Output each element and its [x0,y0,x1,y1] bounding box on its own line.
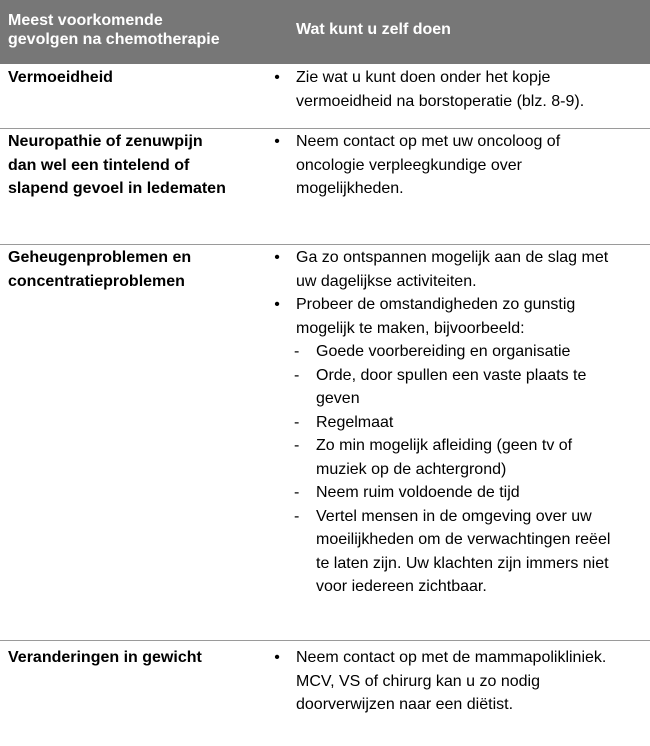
sub-item-line: Goede voorbereiding en organisatie [316,343,571,360]
row-label [8,130,258,201]
row-divider [0,640,650,641]
header-col1-line: Meest voorkomende [8,12,163,29]
row-label [8,66,258,90]
row-label-line: concentratieproblemen [8,272,185,290]
bullet-icon: • [274,649,280,666]
sub-item-line: Neem ruim voldoende de tijd [316,484,520,501]
dash-icon: - [294,366,300,384]
sub-item-line: muziek op de achtergrond) [316,460,507,478]
row-label [8,646,258,670]
bullet-line: oncologie verpleegkundige over [296,156,522,174]
row-label-line: Veranderingen in gewicht [8,649,202,666]
row-label-line: Vermoeidheid [8,69,113,86]
sub-item [270,505,645,599]
row-content [270,646,645,717]
row-label-line: Neuropathie of zenuwpijn [8,133,203,150]
sub-item-line: moeilijkheden om de verwachtingen reëel [316,531,611,548]
bullet-line: vermoeidheid na borstoperatie (blz. 8-9). [296,92,585,110]
row-label [8,246,258,293]
row-label-line: dan wel een tintelend of [8,156,190,174]
bullet-line: mogelijk te maken, bijvoorbeeld: [296,319,525,337]
bullet-line: MCV, VS of chirurg kan u zo nodig [296,672,540,690]
dash-icon: - [294,507,300,525]
header-column-actions: Wat kunt u zelf doen [296,21,451,38]
bullet-item [270,66,645,113]
row-divider [0,128,650,129]
bullet-item [270,246,645,293]
bullet-line: doorverwijzen naar een diëtist. [296,696,514,713]
sub-item-line: geven [316,390,360,407]
bullet-icon: • [274,133,280,150]
sub-item [270,340,645,364]
bullet-icon: • [274,296,280,313]
sub-item-line: Zo min mogelijk afleiding (geen tv of [316,437,573,454]
table-header [0,0,650,64]
bullet-line: Neem contact op met de mammapolikliniek. [296,649,607,666]
sub-item-line: Orde, door spullen een vaste plaats te [316,366,587,384]
header-column-effects [8,11,268,49]
dash-icon: - [294,437,300,454]
sub-item-line: te laten zijn. Uw klachten zijn immers niet [316,554,609,572]
sub-item-line: Regelmaat [316,413,394,431]
bullet-item [270,646,645,717]
bullet-line: Zie wat u kunt doen onder het kopje [296,69,551,86]
bullet-item [270,293,645,340]
dash-icon: - [294,484,300,501]
bullet-line: Ga zo ontspannen mogelijk aan de slag met [296,249,609,266]
row-divider [0,244,650,245]
sub-item [270,434,645,481]
sub-item-line: Vertel mensen in de omgeving over uw [316,507,592,525]
bullet-line: mogelijkheden. [296,180,404,197]
row-content [270,130,645,201]
sub-item [270,411,645,435]
sub-item-line: voor iedereen zichtbaar. [316,578,487,595]
row-content [270,66,645,113]
row-label-line: slapend gevoel in ledematen [8,180,226,197]
dash-icon: - [294,413,300,431]
bullet-line: uw dagelijkse activiteiten. [296,272,477,290]
dash-icon: - [294,343,300,360]
bullet-item [270,130,645,201]
row-label-line: Geheugenproblemen en [8,249,192,266]
bullet-icon: • [274,69,280,86]
bullet-line: Probeer de omstandigheden zo gunstig [296,296,576,313]
header-col1-line: gevolgen na chemotherapie [8,31,220,48]
row-content [270,246,645,599]
bullet-icon: • [274,249,280,266]
bullet-line: Neem contact op met uw oncoloog of [296,133,561,150]
sub-item [270,364,645,411]
sub-item [270,481,645,505]
